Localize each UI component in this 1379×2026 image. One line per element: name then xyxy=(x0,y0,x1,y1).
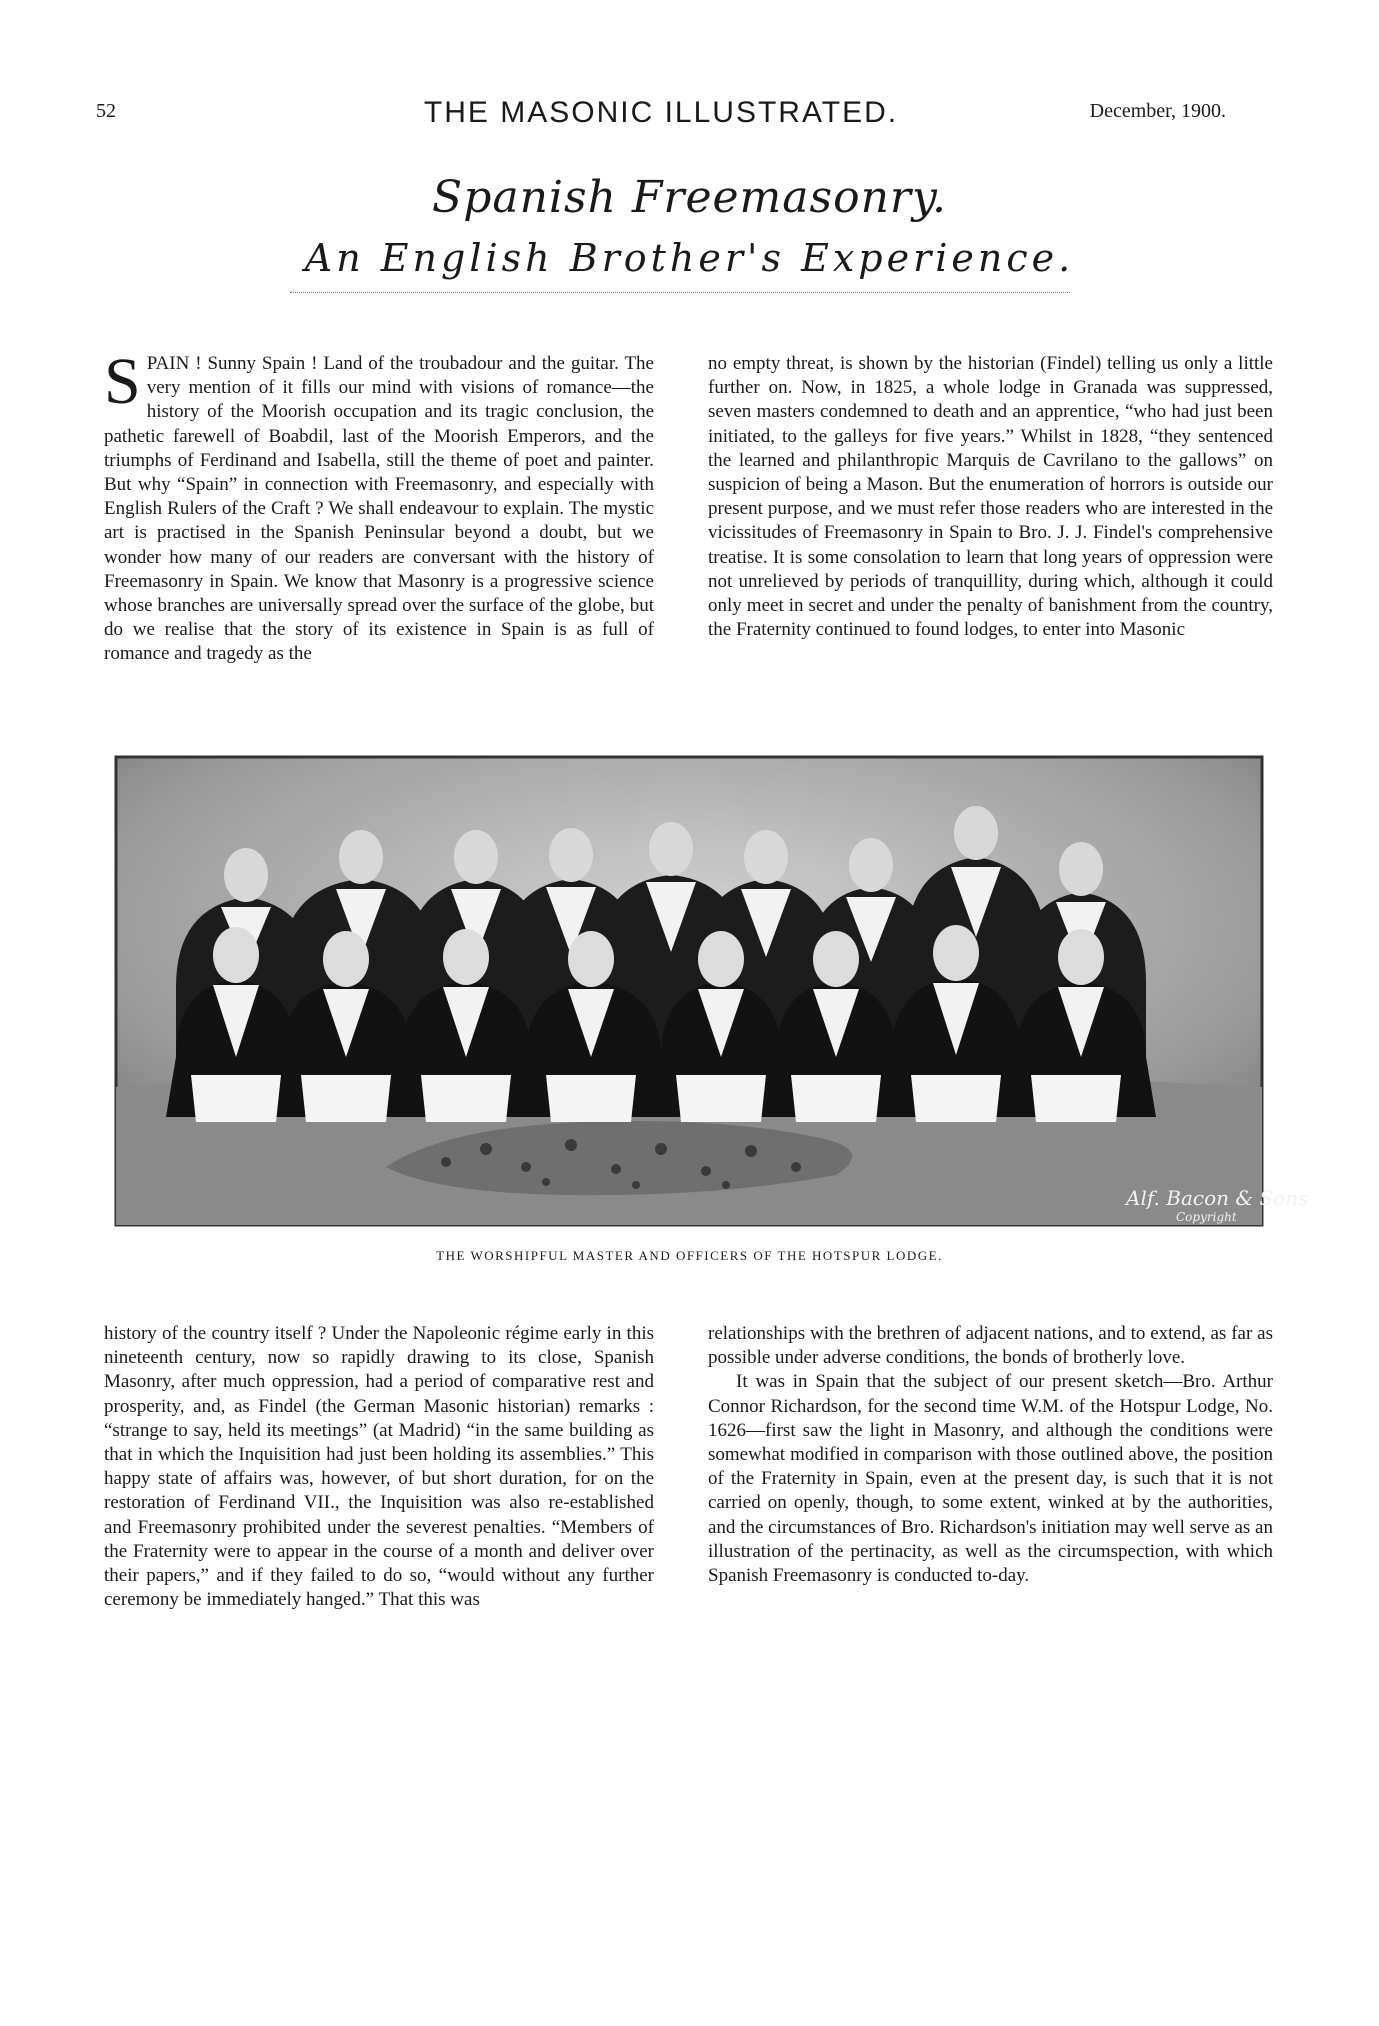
title-divider xyxy=(290,292,1070,293)
issue-date: December, 1900. xyxy=(1089,100,1226,122)
masthead: THE MASONIC ILLUSTRATED. xyxy=(423,96,899,129)
article-subtitle: An English Brother's Experience. xyxy=(304,236,1075,280)
paragraph-text: PAIN ! Sunny Spain ! Land of the troubadour and the guitar. The very mention of it fills our mind with visions of romance—the history of the Moorish occupation and its tragic conclusion, the pathetic farewell of Boabdil, last of the Moorish Emperors, and the triumphs of Ferdinand and Isabella, still the theme of poet and painter. But why “Spain” in connection with Freemasonry, and especially with English Rulers of the Craft ? We shall endeavour to explain. The mystic art is practised in the Spanish Peninsular beyond a doubt, but we wonder how many of our readers are conversant with the history of Freemasonry in Spain. We know that Masonry is a progressive science whose branches are universally spread over the surface of the globe, but do we realise that the story of its existence in Spain is as full of romance and tragedy as the xyxy=(104,353,654,665)
paragraph-text: no empty threat, is shown by the historian (Findel) telling us only a little further on. Now, in 1825, a whole lodge in Granada was suppressed, seven masters condemned to death and an apprentice, “who had just been initiated, to the galleys for five years.” Whilst in 1828, “they sentenced the learned and philanthropic Marquis de Cavrilano to the gallows” on suspicion of being a Mason. But the enumeration of horrors is outside our present purpose, and we must refer those readers who are interested in the vicissitudes of Freemasonry in Spain to Bro. J. J. Findel's comprehensive treatise. It is some consolation to learn that long years of oppression were not unrelieved by periods of tranquillity, during which, although it could only meet in secret and under the penalty of banishment from the country, the Fraternity continued to found lodges, to enter into Masonic xyxy=(708,353,1273,641)
paragraph-text: It was in Spain that the subject of our present sketch—Bro. Arthur Connor Richardson, for the second time W.M. of the Hotspur Lodge, No. 1626—first saw the light in Masonry, and although the conditions were somewhat modified in comparison with those outlined above, the position of the Fraternity in Spain, even at the present day, is such that it is not carried on openly, though, to some extent, winked at by the authorities, and the circumstances of Bro. Richardson's initiation may well serve as an illustration of the pertinacity, as well as the circumspection, with which Spanish Freemasonry is conducted to-day. xyxy=(708,1371,1273,1587)
photo-caption: THE WORSHIPFUL MASTER AND OFFICERS OF THE HOTSPUR LODGE. xyxy=(436,1248,943,1263)
page-header xyxy=(96,96,1226,136)
paragraph-text: relationships with the brethren of adjacent nations, and to extend, as far as possible under adverse conditions, the bonds of brotherly love. xyxy=(708,1323,1273,1369)
photo-illustration xyxy=(116,757,1309,1225)
lodge-group-photo xyxy=(116,757,1309,1225)
paragraph-opening xyxy=(104,345,654,667)
photographer-signature: Alf. Bacon & Sons xyxy=(1126,1186,1309,1210)
column-bottom-right xyxy=(708,1322,1273,1588)
column-bottom-left xyxy=(104,1322,654,1612)
drop-cap: S xyxy=(104,345,141,418)
article-title: Spanish Freemasonry. xyxy=(432,172,947,223)
page-number: 52 xyxy=(96,100,116,122)
photo-copyright: Copyright xyxy=(1176,1210,1237,1224)
paragraph-text: history of the country itself ? Under the Napoleonic régime early in this nineteenth century, now so rapidly drawing to its close, Spanish Masonry, after much oppression, had a period of comparative rest and prosperity, and, as Findel (the German Masonic historian) remarks : “strange to say, held its meetings” (at Madrid) “in the same building as that in which the Inquisition had just been holding its assemblies.” This happy state of affairs was, however, of but short duration, for on the restoration of Ferdinand VII., the Inquisition was also re-established and Freemasonry prohibited under the severest penalties. “Members of the Fraternity were to appear in the course of a month and deliver over their papers,” and if they failed to do so, “would without any further ceremony be immediately hanged.” That this was xyxy=(104,1323,654,1611)
column-top-right xyxy=(708,352,1273,642)
column-top-left xyxy=(104,345,654,667)
